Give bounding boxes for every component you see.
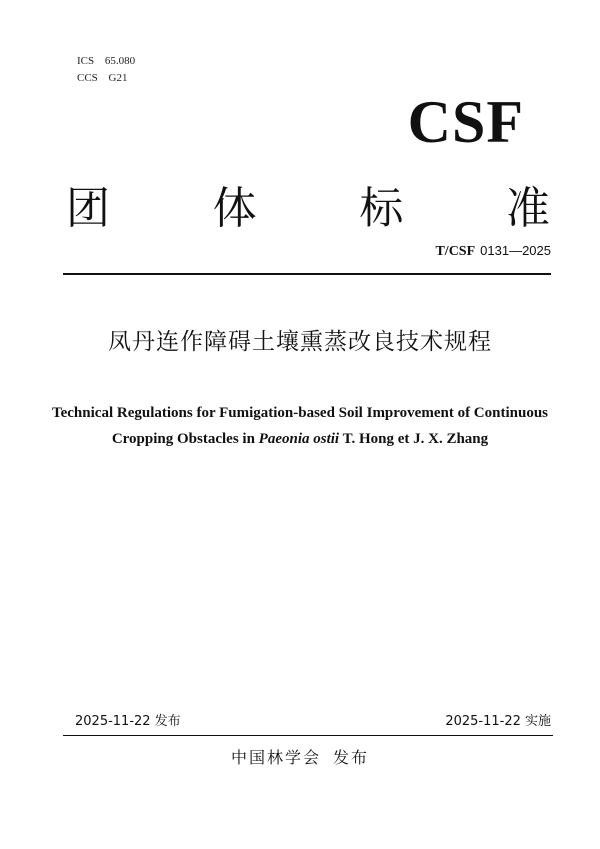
ccs-label: CCS xyxy=(77,72,98,84)
ccs-code: G21 xyxy=(108,72,128,84)
standard-type-char-4: 准 xyxy=(505,183,550,234)
csf-logo: CSF xyxy=(407,89,524,155)
footer-divider xyxy=(63,735,553,736)
implement-date: 2025-11-22 实施 xyxy=(445,714,551,729)
ics-label: ICS xyxy=(77,55,95,67)
ics-classification xyxy=(77,54,135,68)
species-name: Paeonia ostii xyxy=(258,431,340,447)
dates-row xyxy=(75,713,551,731)
publisher-action: 发布 xyxy=(333,748,370,767)
standard-type-char-1: 团 xyxy=(66,183,110,234)
title-english-line-1: Technical Regulations for Fumigation-based Soil Improvement of Continuous xyxy=(51,405,549,421)
ccs-classification xyxy=(77,71,128,85)
title-english-line-2-post: T. Hong et J. X. Zhang xyxy=(339,431,489,447)
title-english xyxy=(40,400,560,452)
standard-type xyxy=(66,181,550,237)
standard-type-char-2: 体 xyxy=(212,183,257,234)
publisher-name: 中国林学会 xyxy=(230,748,321,767)
header-divider xyxy=(63,273,551,275)
issue-date: 2025-11-22 发布 xyxy=(75,714,181,729)
ics-code: 65.080 xyxy=(104,55,136,67)
standard-number-code: 0131—2025 xyxy=(480,243,551,258)
standard-number-prefix: T/CSF xyxy=(435,244,476,259)
title-english-line-2 xyxy=(40,426,560,452)
standard-type-char-3: 标 xyxy=(359,183,404,234)
publisher xyxy=(0,746,600,770)
title-chinese: 凤丹连作障碍土壤熏蒸改良技术规程 xyxy=(108,329,492,355)
title-english-line-2-pre: Cropping Obstacles in xyxy=(111,431,259,447)
standard-number xyxy=(435,242,551,261)
